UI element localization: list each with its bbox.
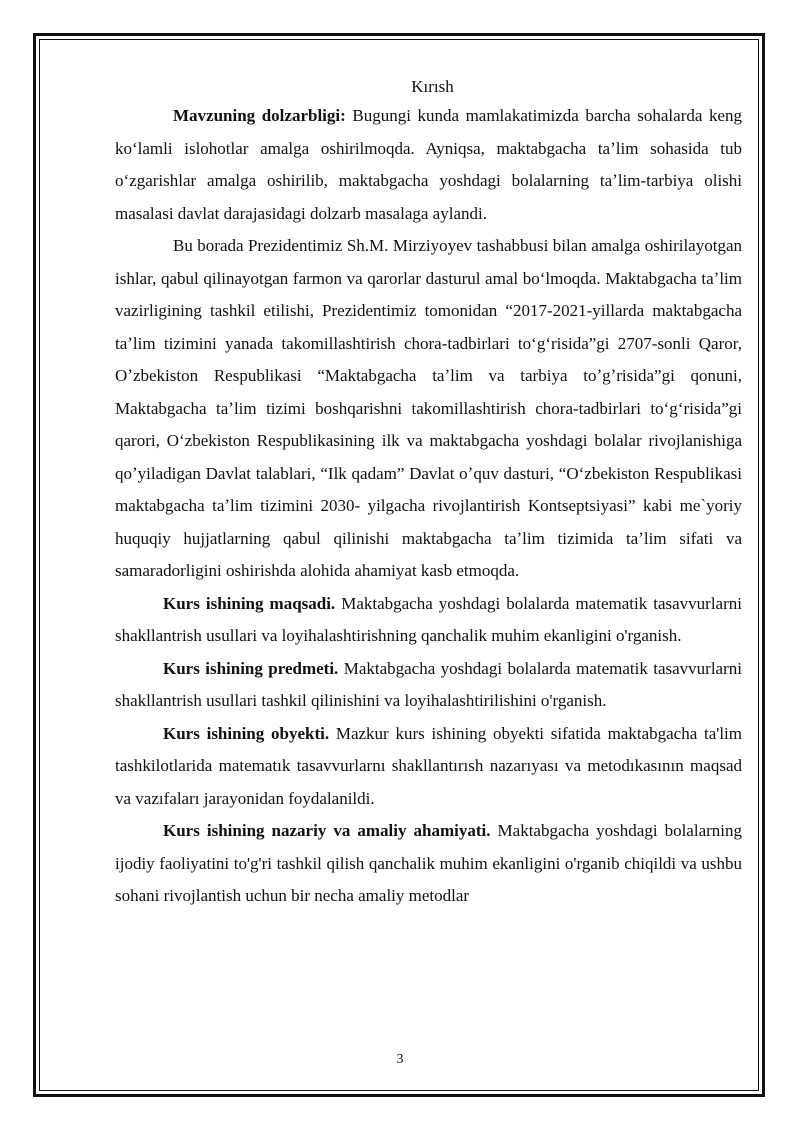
paragraph-heading: Kurs ishining obyekti. (163, 723, 330, 743)
paragraph-object (115, 718, 742, 816)
paragraph-text: Maktabgacha yoshdagi bolalarning ijodiy faoliyatini to'g'ri tashkil qilish qanchalik muhim ekanligini o'rganib chiqildi va ushbu sohani rivojlantish uchun bir necha amaliy metodlar (115, 821, 742, 905)
document-body (115, 74, 742, 913)
paragraph-heading: Kurs ishining nazariy va amaliy ahamiyati. (163, 821, 491, 840)
paragraph-subject (115, 653, 742, 718)
paragraph-heading: Mavzuning dolzarbligi: (173, 106, 346, 125)
paragraph-text: Bugungi kunda mamlakatimizda barcha sohalarda keng koʻlamli islohotlar amalga oshirilmoqda. Ayniqsa, maktabgacha taʼlim sohasida tub oʻzgarishlar amalga oshirilib, maktabgacha yoshdagi bolalarning taʼlim-tarbiya olishi masalasi davlat darajasidagi dolzarb masalaga aylandi. (115, 106, 742, 223)
paragraph-text: Maktabgacha yoshdagi bolalarda matematik tasavvurlarni shakllantrish usullari va loyihalashtirishning qanchalik muhim ekanligini o'rganish. (115, 593, 742, 645)
paragraph-text: Maktabgacha yoshdagi bolalarda matematik tasavvurlarni shakllantrish usullari tashkil qilinishini va loyihalashtirilishini o'rganish. (115, 658, 742, 710)
paragraph-text: Mazkur kurs ishining obyekti sifatida maktabgacha ta'lim tashkilotlarida matematık tasavvurlarnı shakllantırısh nazarıyası va metodıkasının maqsad va vazıfaları jarayonidan foydalanildi. (115, 723, 743, 808)
paragraph-goal (115, 588, 742, 653)
paragraph-president-initiatives (115, 230, 742, 588)
paragraph-relevance (115, 100, 742, 230)
document-title: Kırısh (411, 77, 454, 96)
paragraph-text: Bu borada Prezidentimiz Sh.M. Mirziyoyev tashabbusi bilan amalga oshirilayotgan ishlar, qabul qilinayotgan farmon va qarorlar dasturul amal boʻlmoqda. Maktabgacha taʼlim vazirligining tashkil etilishi, Prezidentimiz tomonidan “2017-2021-yillarda maktabgacha taʼlim tizimini yanada takomillashtirish chora-tadbirlari toʻgʻrisida”gi 2707-sonli Qaror, Oʼzbekiston Respublikasi “Maktabgacha taʼlim va tarbiya toʼgʼrisida”gi qonuni, Maktabgacha taʼlim tizimi boshqarishni takomillashtirish chora-tadbirlari toʻgʻrisida”gi qarori, Oʻzbekiston Respublikasining ilk va maktabgacha yoshdagi bolalar rivojlanishiga qoʼyiladigan Davlat talablari, “Ilk qadam” Davlat oʼquv dasturi, “Oʻzbekiston Respublikasi maktabgacha taʼlim tizimini 2030- yilgacha rivojlantirish Kontseptsiyasi” kabi me`yoriy huquqiy hujjatlarning qabul qilinishi maktabgacha taʼlim tizimida taʼlim sifati va samaradorligini oshirishda alohida ahamiyat kasb etmoqda. (115, 236, 742, 580)
paragraph-significance (115, 815, 742, 913)
page-number: 3 (396, 1052, 404, 1067)
paragraph-heading: Kurs ishining maqsadi. (163, 593, 336, 613)
paragraph-heading: Kurs ishining predmeti. (163, 658, 339, 678)
